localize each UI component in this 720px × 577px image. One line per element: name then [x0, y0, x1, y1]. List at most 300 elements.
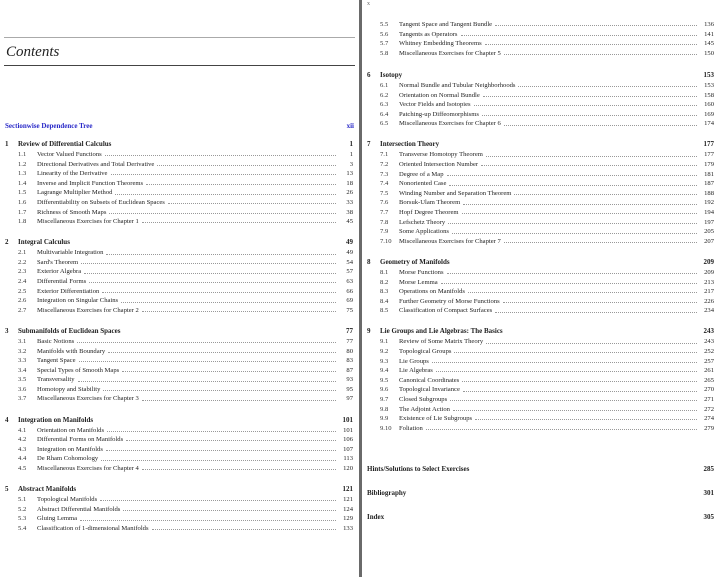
back-matter-row[interactable]	[362, 464, 720, 475]
chapter-page: 49	[346, 238, 353, 247]
dot-leader	[142, 469, 336, 470]
toc-chapter-row[interactable]	[0, 484, 359, 495]
dot-leader	[123, 510, 336, 511]
toc-section-row[interactable]	[0, 160, 359, 170]
section-page: 234	[704, 307, 714, 315]
toc-section-row[interactable]	[0, 385, 359, 395]
toc-section-row[interactable]	[0, 505, 359, 515]
section-page: 97	[346, 395, 353, 403]
section-title: Exterior Differentiation	[37, 287, 100, 295]
section-page: 158	[704, 91, 714, 99]
section-page: 63	[346, 278, 353, 286]
toc-section-row[interactable]	[0, 188, 359, 198]
dot-leader	[102, 292, 336, 293]
dot-leader	[79, 361, 336, 362]
section-number: 6.5	[380, 120, 389, 128]
section-page: 205	[704, 228, 714, 236]
toc-section-row[interactable]	[0, 287, 359, 297]
dot-leader	[462, 381, 697, 382]
section-page: 274	[704, 415, 714, 423]
back-matter-title: Bibliography	[367, 489, 407, 497]
toc-section-row[interactable]	[0, 524, 359, 534]
dot-leader	[504, 242, 697, 243]
section-title: Existence of Lie Subgroups	[399, 415, 473, 423]
toc-chapter-row[interactable]	[0, 237, 359, 248]
section-page: 26	[346, 189, 353, 197]
toc-section-row[interactable]	[362, 376, 720, 386]
chapter-group	[0, 237, 359, 315]
section-title: Topological Groups	[399, 347, 452, 355]
toc-section-row[interactable]	[362, 357, 720, 367]
toc-section-row[interactable]	[362, 208, 720, 218]
dot-leader	[436, 371, 697, 372]
section-number: 2.6	[18, 297, 27, 305]
section-page: 226	[704, 297, 714, 305]
section-page: 150	[704, 49, 714, 57]
dot-leader	[504, 125, 697, 126]
toc-section-row[interactable]	[0, 267, 359, 277]
dot-leader	[462, 213, 697, 214]
section-title: Vector Valued Functions	[37, 151, 102, 158]
toc-section-row[interactable]	[362, 347, 720, 357]
section-page: 136	[704, 21, 714, 28]
section-page: 265	[704, 376, 714, 384]
toc-section-row[interactable]	[362, 306, 720, 316]
section-number: 3.7	[18, 395, 27, 403]
section-title: Differential Forms on Manifolds	[37, 436, 124, 444]
section-title: Richness of Smooth Maps	[37, 208, 107, 216]
section-page: 57	[346, 268, 353, 276]
dot-leader	[152, 529, 336, 530]
section-number: 3.4	[18, 366, 27, 374]
chapter-number: 2	[5, 238, 9, 247]
toc-section-row[interactable]	[0, 445, 359, 455]
section-number: 7.2	[380, 161, 389, 169]
section-number: 1.7	[18, 208, 27, 216]
dot-leader	[126, 440, 336, 441]
dot-leader	[504, 54, 697, 55]
chapter-title: Integration on Manifolds	[18, 415, 94, 424]
chapter-number: 7	[367, 140, 371, 149]
toc-section-row[interactable]	[362, 150, 720, 160]
toc-section-row[interactable]	[362, 218, 720, 228]
toc-section-row[interactable]	[362, 170, 720, 180]
chapter-group	[362, 139, 720, 246]
dot-leader	[106, 450, 336, 451]
toc-section-row[interactable]	[0, 248, 359, 258]
section-number: 4.5	[18, 464, 27, 472]
toc-section-row[interactable]	[362, 119, 720, 129]
toc-chapter-row[interactable]	[0, 326, 359, 337]
chapter-page: 243	[703, 327, 714, 336]
toc-section-row[interactable]	[362, 160, 720, 170]
dot-leader	[122, 371, 336, 372]
toc-section-row[interactable]	[0, 366, 359, 376]
toc-section-row[interactable]	[0, 454, 359, 464]
chapter-page: 177	[703, 140, 714, 149]
chapter-page: 121	[342, 485, 353, 494]
section-number: 9.2	[380, 347, 389, 355]
section-title: Miscellaneous Exercises for Chapter 1	[37, 218, 139, 226]
section-page: 179	[704, 161, 714, 169]
toc-section-row[interactable]	[0, 169, 359, 179]
chapter-title: Geometry of Manifolds	[380, 257, 450, 266]
chapter-title: Lie Groups and Lie Algebras: The Basics	[380, 327, 503, 336]
section-title: Foliation	[399, 424, 423, 432]
dot-leader	[503, 302, 697, 303]
dot-leader	[518, 86, 697, 87]
dot-leader	[105, 155, 336, 156]
toc-section-row[interactable]	[0, 198, 359, 208]
section-number: 7.6	[380, 199, 389, 207]
section-number: 7.8	[380, 218, 389, 226]
section-title: Closed Subgroups	[399, 395, 448, 403]
chapter-title: Integral Calculus	[18, 238, 70, 247]
section-title: Whitney Embedding Theorems	[399, 40, 482, 48]
toc-chapter-row[interactable]	[362, 326, 720, 337]
dot-leader	[168, 203, 336, 204]
right-page-number: x	[367, 1, 370, 7]
section-number: 1.1	[18, 151, 27, 158]
section-number: 2.1	[18, 249, 27, 257]
right-page	[362, 0, 720, 577]
toc-section-row[interactable]	[0, 356, 359, 366]
toc-section-row[interactable]	[362, 100, 720, 110]
toc-section-row[interactable]	[362, 424, 720, 434]
section-title: Multivariable Integration	[37, 249, 104, 257]
section-title: Lie Algebras	[399, 367, 433, 375]
dot-leader	[108, 352, 336, 353]
toc-section-row[interactable]	[362, 297, 720, 307]
section-title: Canonical Coordinates	[399, 376, 460, 384]
toc-section-row[interactable]	[0, 277, 359, 287]
toc-section-row[interactable]	[362, 385, 720, 395]
section-page: 243	[704, 338, 714, 346]
section-page: 145	[704, 40, 714, 48]
dot-leader	[448, 223, 697, 224]
toc-section-row[interactable]	[362, 414, 720, 424]
dot-leader	[89, 282, 336, 283]
section-title: Borsuk-Ulam Theorem	[399, 199, 461, 207]
section-page: 69	[346, 297, 353, 305]
section-number: 7.3	[380, 170, 389, 178]
dependence-tree-page: xii	[346, 122, 354, 130]
section-title: Gluing Lemma	[37, 515, 78, 523]
toc-section-row[interactable]	[362, 179, 720, 189]
section-title: Lefschetz Theory	[399, 218, 446, 226]
section-page: 120	[343, 464, 353, 472]
dot-leader	[475, 419, 697, 420]
chapter-group	[0, 139, 359, 227]
toc-section-row[interactable]	[362, 198, 720, 208]
section-title: Exterior Algebra	[37, 268, 82, 276]
section-page: 75	[346, 306, 353, 314]
section-number: 5.1	[18, 496, 27, 504]
section-page: 49	[346, 249, 353, 257]
section-number: 9.1	[380, 338, 389, 346]
section-page: 124	[343, 505, 353, 513]
section-title: Integration on Singular Chains	[37, 297, 119, 305]
section-page: 54	[346, 258, 353, 266]
title-rule	[4, 65, 355, 66]
section-title: Miscellaneous Exercises for Chapter 6	[399, 120, 501, 128]
chapter-group	[0, 415, 359, 474]
section-number: 2.7	[18, 306, 27, 314]
section-title: Lie Groups	[399, 357, 429, 365]
toc-section-row[interactable]	[362, 49, 720, 59]
section-page: 257	[704, 357, 714, 365]
section-title: Morse Functions	[399, 268, 444, 276]
dot-leader	[426, 429, 697, 430]
section-page: 106	[343, 436, 353, 444]
section-page: 188	[704, 189, 714, 197]
dot-leader	[77, 342, 336, 343]
section-page: 252	[704, 347, 714, 355]
chapter-title: Review of Differential Calculus	[18, 140, 112, 148]
chapter-title: Abstract Manifolds	[18, 485, 77, 494]
section-title: Hopf Degree Theorem	[399, 209, 459, 217]
section-number: 1.2	[18, 160, 27, 168]
section-number: 1.5	[18, 189, 27, 197]
dot-leader	[495, 312, 697, 313]
section-page: 77	[346, 337, 353, 345]
section-page: 101	[343, 426, 353, 434]
toc-chapter-row[interactable]	[0, 415, 359, 426]
toc-section-row[interactable]	[362, 30, 720, 40]
toc-section-row[interactable]	[0, 306, 359, 316]
toc-section-row[interactable]	[0, 179, 359, 189]
toc-section-row[interactable]	[362, 237, 720, 247]
chapter-page: 209	[703, 257, 714, 266]
toc-section-row[interactable]	[0, 347, 359, 357]
toc-section-row[interactable]	[362, 366, 720, 376]
section-page: 181	[704, 170, 714, 178]
toc-section-row[interactable]	[362, 405, 720, 415]
toc-section-row[interactable]	[362, 395, 720, 405]
section-title: Miscellaneous Exercises for Chapter 7	[399, 237, 501, 245]
section-title: Classification of Compact Surfaces	[399, 307, 493, 315]
section-number: 9.6	[380, 386, 389, 394]
section-title: Topological Invariance	[399, 386, 460, 394]
section-number: 2.4	[18, 278, 27, 286]
toc-section-row[interactable]	[0, 150, 359, 160]
toc-section-row[interactable]	[362, 227, 720, 237]
section-number: 9.5	[380, 376, 389, 384]
chapter-group	[0, 484, 359, 533]
chapter-number: 5	[5, 485, 9, 494]
section-title: Tangent Space and Tangent Bundle	[399, 21, 493, 28]
section-title: Vector Fields and Isotopies	[399, 101, 471, 109]
toc-section-row[interactable]	[362, 81, 720, 91]
toc-section-row[interactable]	[0, 426, 359, 436]
section-page: 13	[346, 170, 353, 178]
section-page: 169	[704, 110, 714, 118]
section-number: 8.2	[380, 278, 389, 286]
section-number: 1.4	[18, 179, 27, 187]
section-number: 3.5	[18, 376, 27, 384]
chapter-group	[0, 326, 359, 404]
toc-section-row[interactable]	[0, 258, 359, 268]
section-page: 80	[346, 347, 353, 355]
back-matter	[362, 464, 720, 523]
section-number: 6.4	[380, 110, 389, 118]
section-page: 217	[704, 288, 714, 296]
section-number: 4.1	[18, 426, 27, 434]
chapter-number: 9	[367, 327, 371, 336]
dot-leader	[111, 174, 337, 175]
dot-leader	[100, 500, 336, 501]
chapter-number: 3	[5, 326, 9, 335]
toc-section-row[interactable]	[362, 20, 720, 30]
section-number: 1.6	[18, 198, 27, 206]
section-number: 5.2	[18, 505, 27, 513]
section-title: Transverse Homotopy Theorem	[399, 151, 483, 159]
section-title: Review of Some Matrix Theory	[399, 338, 484, 346]
section-title: Transversality	[37, 376, 75, 384]
toc-section-row[interactable]	[0, 394, 359, 404]
chapter-title: Submanifolds of Euclidean Spaces	[18, 326, 121, 335]
dot-leader	[101, 460, 336, 461]
section-title: Nonoriented Case	[399, 180, 447, 188]
dot-leader	[432, 362, 697, 363]
dot-leader	[495, 25, 697, 26]
section-number: 9.7	[380, 395, 389, 403]
toc-section-row[interactable]	[362, 39, 720, 49]
toc-chapter-row[interactable]	[362, 257, 720, 268]
section-title: Homotopy and Stability	[37, 385, 101, 393]
toc-section-row[interactable]	[362, 91, 720, 101]
dot-leader	[80, 520, 336, 521]
section-page: 121	[343, 496, 353, 504]
chapter-page: 101	[342, 415, 353, 424]
chapter-group	[362, 326, 720, 433]
toc-section-row[interactable]	[0, 375, 359, 385]
toc-section-row[interactable]	[0, 296, 359, 306]
section-title: Inverse and Implicit Function Theorems	[37, 179, 144, 187]
section-page: 174	[704, 120, 714, 128]
dot-leader	[103, 390, 336, 391]
section-number: 2.5	[18, 287, 27, 295]
section-page: 3	[349, 160, 353, 168]
toc-section-row[interactable]	[0, 495, 359, 505]
toc-section-row[interactable]	[0, 464, 359, 474]
section-number: 7.5	[380, 189, 389, 197]
section-page: 133	[343, 524, 353, 532]
toc-section-row[interactable]	[0, 217, 359, 227]
section-page: 271	[704, 395, 714, 403]
toc-section-row[interactable]	[362, 110, 720, 120]
section-number: 4.2	[18, 436, 27, 444]
section-title: Winding Number and Separation Theorem	[399, 189, 512, 197]
toc-section-row[interactable]	[0, 208, 359, 218]
section-number: 5.8	[380, 49, 389, 57]
back-matter-page: 301	[703, 489, 714, 497]
section-page: 213	[704, 278, 714, 286]
left-page	[0, 0, 359, 577]
toc-section-row[interactable]	[362, 278, 720, 288]
section-title: Patching-up Diffeomorphisms	[399, 110, 479, 118]
section-page: 18	[346, 179, 353, 187]
section-title: Basic Notions	[37, 337, 75, 345]
toc-section-row[interactable]	[362, 268, 720, 278]
chapter-number: 1	[5, 140, 9, 148]
section-number: 6.1	[380, 82, 389, 89]
toc-section-row[interactable]	[0, 337, 359, 347]
section-page: 153	[704, 82, 714, 89]
section-title: Differentiability on Subsets of Euclidean Spaces	[37, 198, 165, 206]
section-page: 38	[346, 208, 353, 216]
back-matter-title: Index	[367, 513, 385, 521]
section-number: 3.1	[18, 337, 27, 345]
section-title: Manifolds with Boundary	[37, 347, 106, 355]
toc-section-row[interactable]	[362, 337, 720, 347]
section-page: 141	[704, 30, 714, 38]
chapter-number: 6	[367, 71, 371, 79]
dot-leader	[441, 283, 697, 284]
section-number: 8.3	[380, 288, 389, 296]
section-number: 5.5	[380, 21, 389, 28]
dependence-tree-label: Sectionwise Dependence Tree	[5, 122, 93, 130]
dot-leader	[449, 185, 697, 186]
chapter-group	[362, 257, 720, 316]
section-number: 4.4	[18, 455, 27, 463]
section-title: Tangents as Operators	[399, 30, 458, 38]
toc-chapter-row[interactable]	[362, 70, 720, 81]
toc-section-row[interactable]	[362, 189, 720, 199]
section-title: Differential Forms	[37, 278, 87, 286]
section-title: Normal Bundle and Tubular Neighborhoods	[399, 82, 516, 89]
section-title: Orientation on Manifolds	[37, 426, 105, 434]
section-number: 2.2	[18, 258, 27, 266]
section-page: 261	[704, 367, 714, 375]
section-title: Miscellaneous Exercises for Chapter 5	[399, 49, 501, 57]
dot-leader	[121, 302, 336, 303]
chapter-page: 1	[349, 140, 353, 148]
section-page: 187	[704, 180, 714, 188]
toc-section-row[interactable]	[0, 514, 359, 524]
section-page: 177	[704, 151, 714, 159]
section-number: 3.3	[18, 357, 27, 365]
back-matter-row[interactable]	[362, 512, 720, 523]
section-title: Abstract Differential Manifolds	[37, 505, 121, 513]
section-number: 5.3	[18, 515, 27, 523]
toc-chapter-row[interactable]	[362, 139, 720, 150]
toc-section-row[interactable]	[0, 435, 359, 445]
section-title: Miscellaneous Exercises for Chapter 4	[37, 464, 139, 472]
section-page: 33	[346, 198, 353, 206]
section-page: 113	[343, 455, 353, 463]
section-page: 160	[704, 101, 714, 109]
section-number: 3.2	[18, 347, 27, 355]
section-page: 1	[349, 151, 353, 158]
dot-leader	[115, 194, 336, 195]
dot-leader	[447, 273, 697, 274]
header-rule	[4, 37, 355, 38]
dependence-tree-link[interactable]	[5, 122, 354, 130]
dot-leader	[486, 156, 697, 157]
toc-section-row[interactable]	[362, 287, 720, 297]
chapter-title: Intersection Theory	[380, 140, 440, 149]
section-title: Directional Derivatives and Total Derivative	[37, 160, 155, 168]
section-number: 5.6	[380, 30, 389, 38]
toc-chapter-row[interactable]	[0, 139, 359, 150]
section-number: 9.8	[380, 405, 389, 413]
section-page: 45	[346, 218, 353, 226]
dot-leader	[468, 292, 697, 293]
section-number: 2.3	[18, 268, 27, 276]
dot-leader	[142, 311, 336, 312]
back-matter-row[interactable]	[362, 488, 720, 499]
